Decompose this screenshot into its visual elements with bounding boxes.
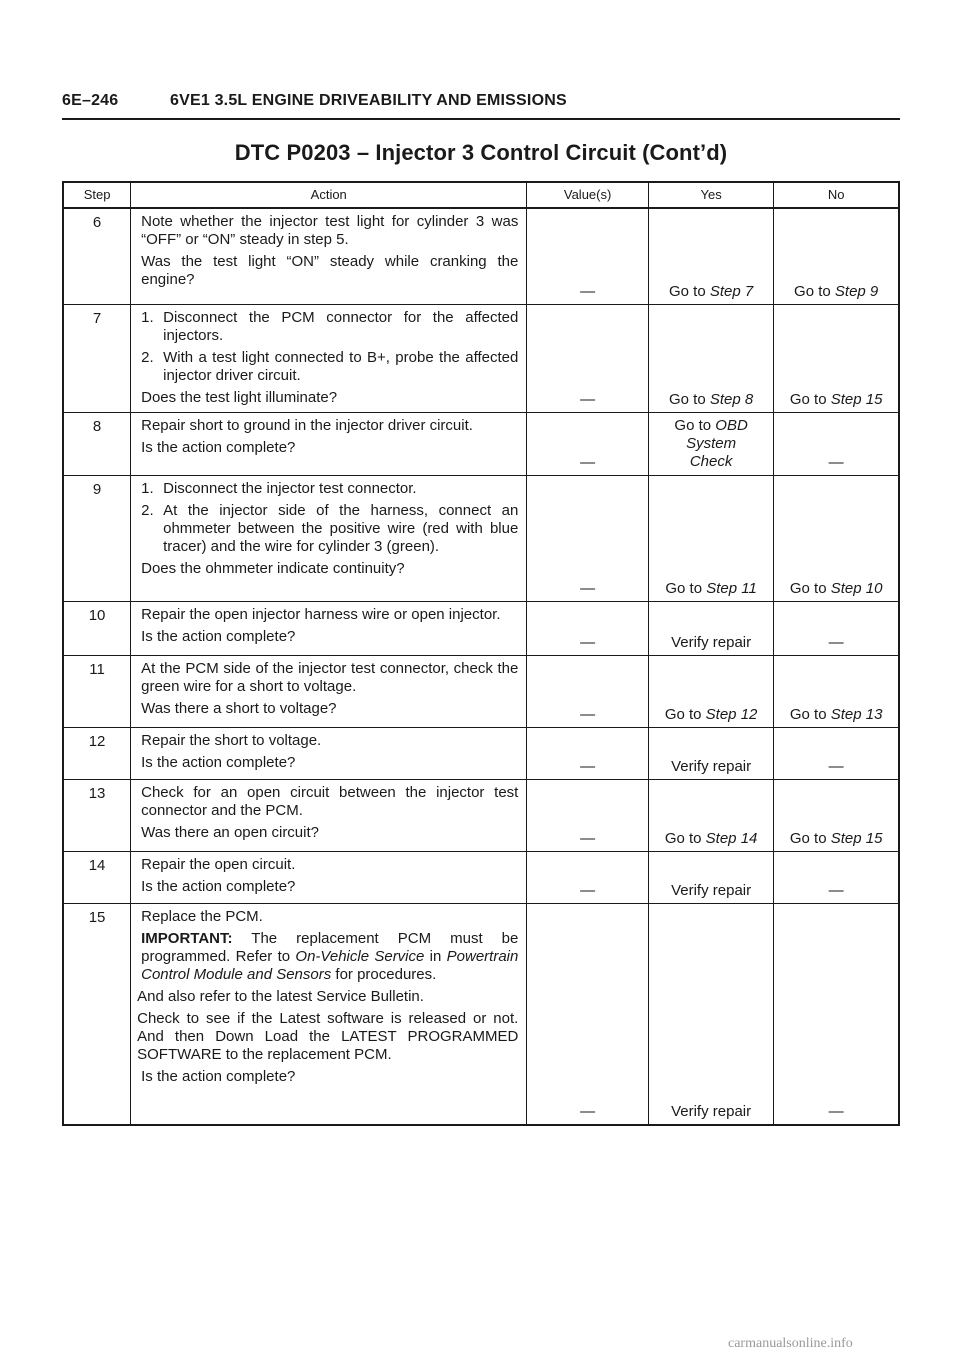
action-question: Was there an open circuit?: [141, 823, 319, 841]
table-row: [63, 475, 899, 601]
yes-cell: [648, 412, 773, 475]
yes-cell: [648, 655, 773, 727]
value-cell: —: [527, 655, 649, 727]
no-step-link[interactable]: Step 15: [830, 829, 883, 847]
value-cell: —: [527, 851, 649, 903]
yes-cell: Verify repair: [648, 851, 773, 903]
no-cell: —: [774, 412, 899, 475]
no-prefix: Go to: [789, 829, 831, 847]
numbered-item: 1. Disconnect the injector test connector.: [141, 479, 417, 497]
yes-cell: [648, 304, 773, 412]
page-number: 6E–246: [62, 92, 119, 109]
page-header: [62, 90, 900, 120]
action-text: Repair short to ground in the injector driver circuit.: [141, 416, 473, 434]
table-row: [63, 903, 899, 1125]
yes-cell: Verify repair: [648, 727, 773, 779]
yes-step-link[interactable]: Step 7: [709, 282, 754, 300]
action-text: Note whether the injector test light for cylinder 3 was “OFF” or “ON” steady in step 5.: [141, 213, 519, 248]
action-question: Was the test light “ON” steady while cranking the engine?: [141, 253, 519, 288]
yes-cell: Verify repair: [648, 601, 773, 655]
column-header-action: Action: [131, 182, 527, 208]
no-cell: —: [774, 851, 899, 903]
page-title: DTC P0203 – Injector 3 Control Circuit (Cont’d): [234, 140, 728, 165]
no-cell: [774, 304, 899, 412]
no-cell: [774, 208, 899, 304]
no-cell: [774, 779, 899, 851]
action-question: Is the action complete?: [141, 753, 296, 771]
yes-prefix: Go to: [664, 829, 706, 847]
action-question: Is the action complete?: [141, 1067, 296, 1085]
step-number: 13: [63, 779, 131, 851]
value-cell: —: [527, 304, 649, 412]
value-cell: —: [527, 727, 649, 779]
action-question: Does the test light illuminate?: [141, 388, 338, 406]
on-vehicle-service-link[interactable]: On-Vehicle Service: [295, 947, 425, 965]
yes-cell: Verify repair: [648, 903, 773, 1125]
numbered-item: 2. With a test light connected to B+, probe the affected injector driver circuit.: [141, 348, 519, 384]
step-number: 9: [63, 475, 131, 601]
value-cell: —: [527, 208, 649, 304]
action-text: And also refer to the latest Service Bulletin.: [137, 987, 424, 1005]
important-label: IMPORTANT:: [141, 929, 233, 947]
action-text: At the PCM side of the injector test connector, check the green wire for a short to voltage.: [141, 659, 519, 695]
step-number: 7: [63, 304, 131, 412]
obd-link-system[interactable]: System: [686, 434, 737, 452]
no-cell: —: [774, 903, 899, 1125]
action-cell: [131, 475, 527, 601]
numbered-item: 1. Disconnect the PCM connector for the affected injectors.: [141, 308, 519, 344]
action-cell: [131, 304, 527, 412]
value-cell: —: [527, 779, 649, 851]
no-step-link[interactable]: Step 15: [830, 390, 883, 408]
table-row: [63, 727, 899, 779]
table-row: [63, 304, 899, 412]
step-number: 14: [63, 851, 131, 903]
value-cell: —: [527, 475, 649, 601]
table-row: [63, 655, 899, 727]
yes-step-link[interactable]: Step 11: [706, 579, 757, 597]
value-cell: —: [527, 601, 649, 655]
no-prefix: Go to: [789, 705, 831, 723]
column-header-values: Value(s): [527, 182, 649, 208]
yes-cell: [648, 779, 773, 851]
diagnostic-table: [62, 181, 900, 1126]
table-header-row: [63, 182, 899, 208]
step-number: 8: [63, 412, 131, 475]
action-cell: [131, 655, 527, 727]
action-question: Does the ohmmeter indicate continuity?: [141, 559, 405, 577]
value-cell: —: [527, 412, 649, 475]
yes-step-link[interactable]: Step 8: [709, 390, 754, 408]
table-row: [63, 601, 899, 655]
yes-step-link[interactable]: Step 12: [705, 705, 758, 723]
no-cell: [774, 475, 899, 601]
yes-prefix: Go to: [668, 390, 710, 408]
action-text: Repair the short to voltage.: [141, 731, 322, 749]
step-number: 15: [63, 903, 131, 1125]
value-cell: —: [527, 903, 649, 1125]
action-cell: [131, 727, 527, 779]
table-row: [63, 412, 899, 475]
no-cell: —: [774, 601, 899, 655]
important-note: IMPORTANT: The replacement PCM must be programmed. Refer to On-Vehicle Service in Powertrain Control Module and Sensors for procedures.: [141, 929, 519, 983]
column-header-no: No: [774, 182, 899, 208]
table-row: [63, 779, 899, 851]
action-cell: [131, 779, 527, 851]
step-number: 6: [92, 214, 102, 231]
no-step-link[interactable]: Step 10: [830, 579, 883, 597]
yes-prefix: Go to: [668, 282, 710, 300]
action-text: Replace the PCM.: [141, 907, 263, 925]
action-question: Is the action complete?: [141, 438, 296, 456]
action-question: Was there a short to voltage?: [141, 699, 337, 717]
obd-link[interactable]: OBD: [715, 416, 748, 434]
column-header-step: Step: [63, 182, 131, 208]
action-text: Check for an open circuit between the injector test connector and the PCM.: [141, 783, 519, 819]
yes-prefix: Go to: [665, 579, 707, 597]
no-step-link[interactable]: Step 9: [834, 282, 879, 300]
action-question: Is the action complete?: [141, 877, 296, 895]
numbered-item: 2. At the injector side of the harness, connect an ohmmeter between the positive wire (red with blue tracer) and the wire for cylinder 3 (green).: [141, 501, 519, 555]
action-cell: [131, 208, 527, 304]
step-number: 12: [63, 727, 131, 779]
table-row: [63, 208, 899, 304]
table-row: [63, 851, 899, 903]
section-title: 6VE1 3.5L ENGINE DRIVEABILITY AND EMISSIONS: [170, 92, 567, 109]
pcm-sensors-link[interactable]: Powertrain Control Module and Sensors: [141, 947, 519, 983]
no-prefix: Go to: [794, 282, 835, 300]
action-text: Repair the open circuit.: [141, 855, 296, 873]
yes-step-link[interactable]: Step 14: [705, 829, 758, 847]
action-question: Is the action complete?: [141, 627, 296, 645]
step-number: 11: [63, 655, 131, 727]
yes-cell: [648, 208, 773, 304]
yes-prefix: Go to: [664, 705, 706, 723]
action-cell: [131, 601, 527, 655]
no-prefix: Go to: [789, 390, 831, 408]
action-cell: [131, 412, 527, 475]
yes-cell: [648, 475, 773, 601]
no-prefix: Go to: [789, 579, 831, 597]
no-step-link[interactable]: Step 13: [830, 705, 883, 723]
no-cell: [774, 655, 899, 727]
watermark: carmanualsonline.info: [728, 1336, 853, 1351]
no-cell: —: [774, 727, 899, 779]
action-text: Check to see if the Latest software is released or not. And then Down Load the LATEST PROGRAMMED SOFTWARE to the replacement PCM.: [137, 1009, 519, 1063]
action-cell: [131, 851, 527, 903]
column-header-yes: Yes: [648, 182, 773, 208]
step-number: 10: [63, 601, 131, 655]
obd-link-check[interactable]: Check: [689, 452, 733, 470]
yes-prefix: Go to: [674, 416, 716, 434]
action-text: Repair the open injector harness wire or open injector.: [141, 605, 501, 623]
action-cell: [131, 903, 527, 1125]
